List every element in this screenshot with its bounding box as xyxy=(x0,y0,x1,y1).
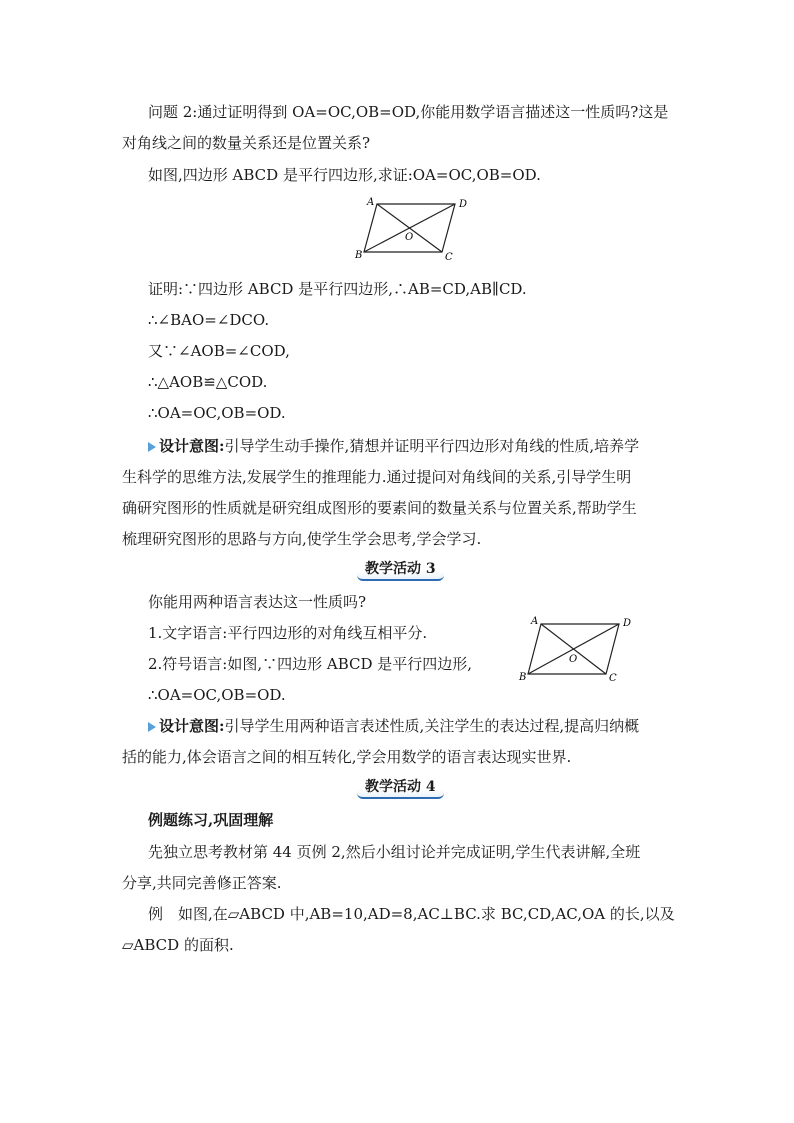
q2-line1: 问题 2:通过证明得到 OA=OC,OB=OD,你能用数学语言描述这一性质吗?这是 xyxy=(148,103,669,121)
example-line2: ▱ABCD 的面积. xyxy=(122,936,234,954)
label-c: C xyxy=(445,252,453,263)
activity-3-item3: ∴OA=OC,OB=OD. xyxy=(148,686,286,704)
label-d: D xyxy=(459,199,468,210)
proof-line-2: ∴∠BAO=∠DCO. xyxy=(148,311,270,329)
design-intent-text: 引导学生用两种语言表述性质,关注学生的表达过程,提高归纳概 xyxy=(224,717,640,735)
example-line1: 例 如图,在▱ABCD 中,AB=10,AD=8,AC⊥BC.求 BC,CD,AC,OA 的长,以及 xyxy=(148,905,675,923)
parallelogram-figure-1 xyxy=(355,194,485,264)
diagonal-bd xyxy=(364,204,455,252)
activity-4-p1: 先独立思考教材第 44 页例 2,然后小组讨论并完成证明,学生代表讲解,全班 xyxy=(148,843,641,861)
design-intent-1-line4: 梳理研究图形的思路与方向,使学生学会思考,学会学习. xyxy=(122,530,482,548)
proof-line-1: 证明:∵四边形 ABCD 是平行四边形,∴AB=CD,AB∥CD. xyxy=(148,280,527,298)
design-intent-1-line2: 生科学的思维方法,发展学生的推理能力.通过提问对角线间的关系,引导学生明 xyxy=(122,468,632,486)
activity-3-question: 你能用两种语言表达这一性质吗? xyxy=(148,593,367,611)
parallelogram-figure-2 xyxy=(515,612,640,684)
label-a: A xyxy=(531,616,539,627)
activity-3-heading: 教学活动 3 xyxy=(357,560,444,581)
activity-3-item2: 2.符号语言:如图,∵四边形 ABCD 是平行四边形, xyxy=(148,655,473,673)
design-intent-1-line1 xyxy=(148,436,639,456)
diagonal-bd xyxy=(528,624,619,674)
label-b: B xyxy=(519,672,527,683)
label-o: O xyxy=(405,232,414,243)
label-o: O xyxy=(569,654,578,665)
label-a: A xyxy=(367,197,375,208)
activity-4-heading: 教学活动 4 xyxy=(357,778,444,799)
activity-4-p2: 分享,共同完善修正答案. xyxy=(122,874,282,892)
label-d: D xyxy=(623,618,632,629)
label-b: B xyxy=(355,250,363,261)
design-intent-2-line2: 括的能力,体会语言之间的相互转化,学会用数学的语言表达现实世界. xyxy=(122,748,572,766)
design-intent-label: 设计意图: xyxy=(159,717,225,735)
design-intent-label: 设计意图: xyxy=(159,437,225,455)
activity-3-item1: 1.文字语言:平行四边形的对角线互相平分. xyxy=(148,624,428,642)
triangle-bullet-icon xyxy=(148,722,156,732)
proof-line-4: ∴△AOB≌△COD. xyxy=(148,373,268,391)
triangle-bullet-icon xyxy=(148,442,156,452)
proof-line-3: 又∵∠AOB=∠COD, xyxy=(148,342,290,360)
proof-line-5: ∴OA=OC,OB=OD. xyxy=(148,404,286,422)
design-intent-text: 引导学生动手操作,猜想并证明平行四边形对角线的性质,培养学 xyxy=(224,437,640,455)
design-intent-2-line1 xyxy=(148,716,639,736)
q2-given: 如图,四边形 ABCD 是平行四边形,求证:OA=OC,OB=OD. xyxy=(148,166,541,184)
label-c: C xyxy=(609,673,617,684)
q2-line2: 对角线之间的数量关系还是位置关系? xyxy=(122,134,371,152)
activity-4-subheading: 例题练习,巩固理解 xyxy=(148,811,274,829)
design-intent-1-line3: 确研究图形的性质就是研究组成图形的要素间的数量关系与位置关系,帮助学生 xyxy=(122,499,637,517)
